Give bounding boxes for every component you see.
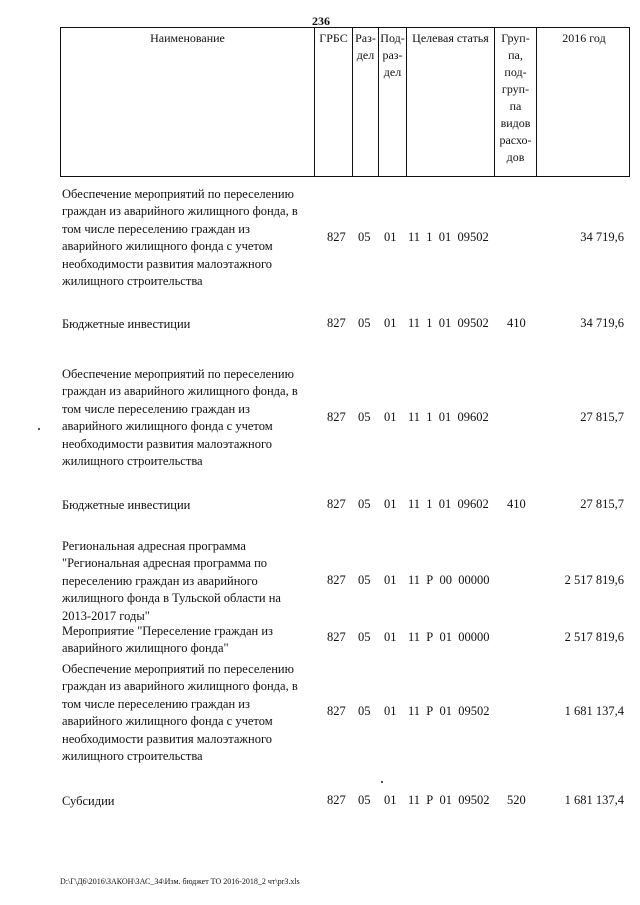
row-pr: 01 [384, 230, 397, 244]
row-name: Бюджетные инвестиции [62, 498, 191, 512]
row-pr: 01 [384, 497, 397, 511]
row-vr: 410 [507, 316, 526, 330]
row-pr: 01 [384, 316, 397, 330]
row-name: Обеспечение мероприятий по переселению граждан из аварийного жилищного фонда, в том числе переселению граждан из аварийного жилищного фонда с учетом необходимости развития малоэтажного жилищного строительства [62, 662, 298, 764]
table-row [60, 186, 630, 296]
row-rz: 05 [358, 410, 371, 424]
row-grbs: 827 [327, 704, 346, 718]
row-rz: 05 [358, 630, 371, 644]
row-rz: 05 [358, 497, 371, 511]
row-name: Мероприятие "Переселение граждан из аварийного жилищного фонда" [62, 624, 273, 656]
row-pr: 01 [384, 410, 397, 424]
header-podrazdel: Под- раз- дел [378, 28, 406, 176]
row-cs: 11 Р 01 00000 [408, 630, 490, 644]
header-gruppa: Груп- па, под- груп- па видов расхо- дов [494, 28, 536, 176]
row-rz: 05 [358, 230, 371, 244]
row-vr: 520 [507, 793, 526, 807]
row-grbs: 827 [327, 573, 346, 587]
row-cs: 11 Р 01 09502 [408, 793, 490, 807]
row-cs: 11 Р 00 00000 [408, 573, 490, 587]
header-name: Наименование [150, 31, 225, 45]
row-name: Региональная адресная программа "Региональная адресная программа по переселению граждан из аварийного жилищного фонда в Тульской области на 2013-2017 годы" [62, 539, 281, 623]
row-pr: 01 [384, 630, 397, 644]
row-name: Обеспечение мероприятий по переселению граждан из аварийного жилищного фонда, в том числе переселению граждан из аварийного жилищного фонда с учетом необходимости развития малоэтажного жилищного строительства [62, 187, 298, 289]
header-razdel: Раз- дел [352, 28, 378, 176]
page-number: 236 [312, 14, 330, 28]
row-grbs: 827 [327, 630, 346, 644]
file-path-footer: D:\Г\Д6\2016\ЗАКОН\ЗАС_34\Изм. бюджет ТО 2016-2018_2 чт\рr3.xls [60, 877, 300, 886]
row-sum: 34 719,6 [580, 316, 624, 330]
row-rz: 05 [358, 316, 371, 330]
row-grbs: 827 [327, 316, 346, 330]
row-pr: 01 [384, 704, 397, 718]
header-year: 2016 год [536, 28, 631, 176]
row-name: Бюджетные инвестиции [62, 317, 191, 331]
row-grbs: 827 [327, 230, 346, 244]
row-sum: 27 815,7 [580, 497, 624, 511]
scan-speck [38, 428, 40, 430]
row-sum: 27 815,7 [580, 410, 624, 424]
header-tselevaya: Целевая статья [406, 28, 494, 176]
row-rz: 05 [358, 704, 371, 718]
row-sum: 2 517 819,6 [564, 573, 624, 587]
row-grbs: 827 [327, 497, 346, 511]
header-grbs: ГРБС [314, 28, 352, 176]
scan-speck [381, 781, 383, 783]
row-rz: 05 [358, 793, 371, 807]
table-row [60, 366, 630, 476]
table-row [60, 793, 630, 813]
row-cs: 11 1 01 09602 [408, 410, 489, 424]
row-sum: 2 517 819,6 [564, 630, 624, 644]
table-row [60, 316, 630, 336]
row-sum: 34 719,6 [580, 230, 624, 244]
row-rz: 05 [358, 573, 371, 587]
row-pr: 01 [384, 793, 397, 807]
table-row [60, 623, 630, 659]
table-row [60, 661, 630, 771]
row-cs: 11 Р 01 09502 [408, 704, 490, 718]
row-sum: 1 681 137,4 [564, 793, 624, 807]
row-grbs: 827 [327, 793, 346, 807]
table-row [60, 497, 630, 517]
row-vr: 410 [507, 497, 526, 511]
row-cs: 11 1 01 09502 [408, 230, 489, 244]
row-name: Субсидии [62, 794, 115, 808]
row-pr: 01 [384, 573, 397, 587]
table-row [60, 538, 630, 630]
row-sum: 1 681 137,4 [564, 704, 624, 718]
row-name: Обеспечение мероприятий по переселению граждан из аварийного жилищного фонда, в том числе переселению граждан из аварийного жилищного фонда с учетом необходимости развития малоэтажного жилищного строительства [62, 367, 298, 469]
row-grbs: 827 [327, 410, 346, 424]
table-header [60, 27, 630, 177]
row-cs: 11 1 01 09502 [408, 316, 489, 330]
row-cs: 11 1 01 09602 [408, 497, 489, 511]
